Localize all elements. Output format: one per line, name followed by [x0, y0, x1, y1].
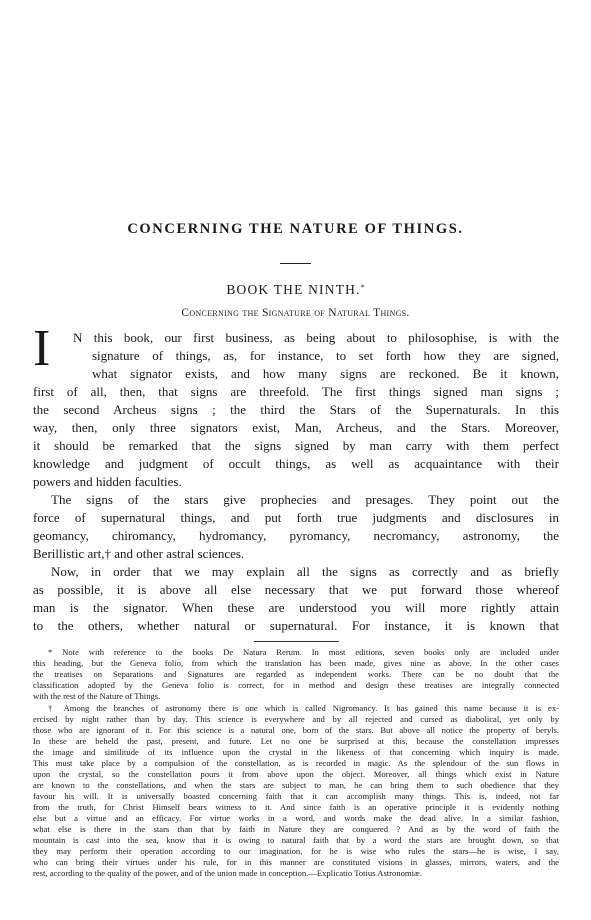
book-heading-text: BOOK THE NINTH. [226, 282, 361, 297]
footnote-line: upon the crystal, so the constellation pours it from above upon the object. Moreover, all things which exist in Nature [33, 769, 559, 779]
footnote-line: ercised by night rather than by day. This science is everywhere and by all rejected and cursed as diabolical, yet only by [33, 714, 559, 724]
footnote-divider [254, 641, 339, 642]
body-line: what signator exists, and how many signs are reckoned. Be it known, [92, 366, 559, 381]
body-line: way, then, only three signators exist, Man, Archeus, and the Stars. Moreover, [33, 420, 559, 435]
footnote-line: In these are beheld the past, present, and future. Let no one be surprised at this, because the constellation impresses [33, 736, 559, 746]
footnote-mark: * [360, 283, 365, 292]
footnote-line: This must take place by a compulsion of the constellation, as is recorded in magic. As the splendour of the sun flows in [33, 758, 559, 768]
title-divider [280, 263, 311, 264]
footnote-line: the treatises on Separations and Signatures are regarded as independent works. There can be no doubt that the [33, 669, 559, 679]
body-line: to the others, whether natural or supernatural. For instance, it is known that [33, 618, 559, 633]
footnote-line: favour his will. It is universally boasted concerning faith that it can accomplish many things. This is, indeed, not far [33, 791, 559, 801]
body-line: the second Archeus signs ; the third the Stars of the Supernaturals. In this [33, 402, 559, 417]
body-line: Now, in order that we may explain all the signs as correctly and as briefly [51, 564, 559, 579]
body-line: man is the signator. When these are understood you will more rightly attain [33, 600, 559, 615]
body-line: force of supernatural things, and put forth true judgments and disclosures in [33, 510, 559, 525]
footnote-line: they may perform their operation according to our imagination, for he is wise who rules the stars—he is wise, I say, [33, 846, 559, 856]
footnote-line: * Note with reference to the books De Natura Rerum. In most editions, seven books only are included under [48, 647, 559, 657]
body-line: The signs of the stars give prophecies and presages. They point out the [51, 492, 559, 507]
footnote-line: from the truth, for Christ Himself bears witness to it. And since faith is an operative principle it is evidently nothing [33, 802, 559, 812]
body-line: Berillistic art,† and other astral sciences. [33, 546, 245, 561]
body-line: signature of things, as, for instance, to set forth how they are signed, [92, 348, 559, 363]
footnote-line: else but a virtue and an efficacy. For virtue works in a word, and words make the dead alive. In a similar fashion, [33, 813, 559, 823]
footnote-line: with the rest of the Nature of Things. [33, 691, 161, 701]
body-line: geomancy, chiromancy, hydromancy, pyromancy, necromancy, astronomy, the [33, 528, 559, 543]
footnote-line: classification adopted by the Geneva folio is correct, for in method and design these treatises are integrally connected [33, 680, 559, 690]
book-heading [0, 282, 591, 298]
chapter-title: CONCERNING THE NATURE OF THINGS. [127, 221, 464, 237]
drop-cap: I [33, 320, 51, 377]
footnote-line: what else is there in the stars than that by faith in Nature they are conquered ? And as by the word of faith the [33, 824, 559, 834]
footnote-line: † Among the branches of astronomy there is one which is called Nigromancy. It has gained this name because it is ex- [48, 703, 559, 713]
footnote-line: who can bring their virtues under his rule, for in this manner are constituted visions in glasses, mirrors, waters, and the [33, 857, 559, 867]
footnote-line: those who are ignorant of it. For this science is a natural one, born of the stars. But above all notice the property of beryls. [33, 725, 559, 735]
body-line: first of all, then, that signs are threefold. The first things signed man signs ; [33, 384, 559, 399]
footnote-line: this heading, but the Geneva folio, from which the translation has been made, gives nine as above. In the other cases [33, 658, 559, 668]
body-line: as possible, it is above all else necessary that we put forward those whereof [33, 582, 559, 597]
footnote-line: mountain is cast into the sea, know that it is owing to natural faith that by a word the stars are brought down, so that [33, 835, 559, 845]
body-line: N this book, our first business, as being about to philosophise, is with the [73, 330, 559, 345]
body-line: knowledge and judgment of occult things, as well as acquaintance with their [33, 456, 559, 471]
section-subheading: Concerning the Signature of Natural Things. [181, 307, 410, 319]
body-line: powers and hidden faculties. [33, 474, 182, 489]
footnote-line: rest, according to the quality of the power, and of the union made in conception.—Explicatio Totius Astronomiæ. [33, 868, 422, 878]
body-line: it should be remarked that the signs signed by man carry with them perfect [33, 438, 559, 453]
footnote-line: the image and similitude of its influence upon the crystal in the likeness of that concerning which inquiry is made. [33, 747, 559, 757]
footnote-line: are known to the constellations, and when the stars are subject to man, he can bring them to such obedience that they [33, 780, 559, 790]
